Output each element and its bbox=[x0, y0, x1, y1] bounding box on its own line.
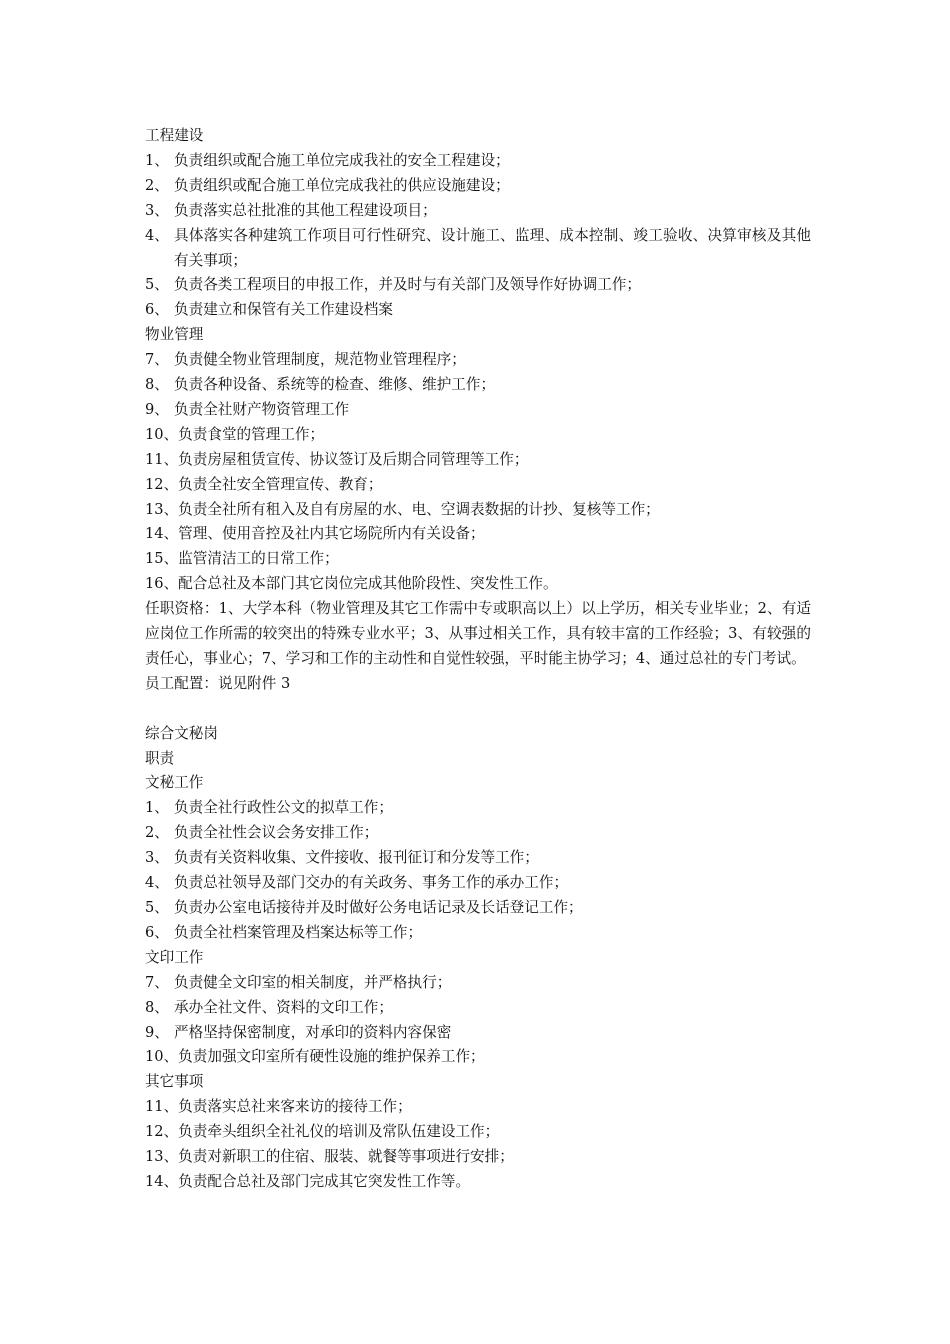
duties-heading: 职责 bbox=[145, 749, 175, 767]
list-item bbox=[145, 348, 811, 373]
list-item bbox=[145, 398, 811, 423]
section-heading-other: 其它事项 bbox=[145, 1073, 204, 1091]
item-text: 负责牵头组织全社礼仪的培训及常队伍建设工作； bbox=[178, 1123, 500, 1141]
item-text: 严格坚持保密制度，对承印的资料内容保密 bbox=[174, 1023, 452, 1041]
item-number: 8、 bbox=[145, 998, 169, 1016]
blank-line bbox=[145, 697, 811, 722]
qualifications-paragraph: 任职资格：1、大学本科（物业管理及其它工作需中专或职高以上）以上学历，相关专业毕业；2、有适应岗位工作所需的较突出的特殊专业水平；3、从事过相关工作，具有较丰富的工作经验；3、有较强的责任心，事业心；7、学习和工作的主动性和自觉性较强，平时能主协学习；4、通过总社的专门考试。 bbox=[145, 600, 811, 667]
list-item bbox=[145, 1095, 811, 1120]
list-item bbox=[145, 1045, 811, 1070]
list-item bbox=[145, 498, 811, 523]
item-text: 负责组织或配合施工单位完成我社的安全工程建设； bbox=[174, 151, 510, 169]
item-text: 负责总社领导及部门交办的有关政务、事务工作的承办工作； bbox=[174, 874, 569, 892]
section-heading-secretarial: 文秘工作 bbox=[145, 774, 204, 792]
list-item bbox=[145, 547, 811, 572]
list-item bbox=[145, 149, 811, 174]
item-number: 4、 bbox=[145, 874, 169, 892]
list-item bbox=[145, 522, 811, 547]
section-heading-engineering: 工程建设 bbox=[145, 127, 204, 144]
list-item bbox=[145, 298, 811, 323]
item-text: 负责配合总社及部门完成其它突发性工作等。 bbox=[178, 1172, 471, 1190]
list-item bbox=[145, 821, 811, 846]
item-number: 11、 bbox=[145, 1098, 179, 1116]
list-item bbox=[145, 921, 811, 946]
list-item bbox=[145, 846, 811, 871]
item-text: 负责各种设备、系统等的检查、维修、维护工作； bbox=[174, 376, 496, 394]
post-title: 综合文秘岗 bbox=[145, 724, 218, 742]
item-number: 7、 bbox=[145, 351, 169, 369]
item-number: 10、 bbox=[145, 1048, 179, 1066]
item-text: 负责全社行政性公文的拟草工作； bbox=[174, 799, 393, 817]
item-number: 9、 bbox=[145, 1023, 169, 1041]
list-item bbox=[145, 871, 811, 896]
item-number: 5、 bbox=[145, 898, 169, 916]
item-number: 12、 bbox=[145, 1123, 179, 1141]
item-number: 12、 bbox=[145, 475, 179, 493]
item-number: 11、 bbox=[145, 450, 179, 468]
item-text: 负责全社性会议会务安排工作； bbox=[174, 824, 379, 842]
document-page bbox=[145, 124, 811, 1195]
list-item bbox=[145, 896, 811, 921]
item-number: 1、 bbox=[145, 151, 169, 169]
list-item bbox=[145, 224, 811, 274]
list-item bbox=[145, 373, 811, 398]
item-text: 负责加强文印室所有硬性设施的维护保养工作； bbox=[178, 1048, 485, 1066]
item-text: 负责房屋租赁宣传、协议签订及后期合同管理等工作； bbox=[178, 450, 529, 468]
item-number: 2、 bbox=[145, 824, 169, 842]
item-text: 负责组织或配合施工单位完成我社的供应设施建设； bbox=[174, 176, 510, 194]
item-number: 9、 bbox=[145, 400, 169, 418]
item-text: 负责办公室电话接待并及时做好公务电话记录及长话登记工作； bbox=[174, 898, 583, 916]
item-text: 负责食堂的管理工作； bbox=[178, 425, 325, 443]
list-item bbox=[145, 1120, 811, 1145]
item-text: 负责健全文印室的相关制度，并严格执行； bbox=[174, 973, 452, 991]
list-item bbox=[145, 423, 811, 448]
list-item bbox=[145, 473, 811, 498]
item-text: 负责全社安全管理宣传、教育； bbox=[178, 475, 383, 493]
item-text: 具体落实各种建筑工作项目可行性研究、设计施工、监理、成本控制、竣工验收、决算审核及其他有关事项； bbox=[174, 226, 811, 269]
item-text: 管理、使用音控及社内其它场院所内有关设备； bbox=[178, 525, 485, 543]
item-text: 负责落实总社批准的其他工程建设项目； bbox=[174, 201, 437, 219]
item-number: 15、 bbox=[145, 550, 179, 568]
item-number: 13、 bbox=[145, 500, 179, 518]
item-text: 负责落实总社来客来访的接待工作； bbox=[178, 1098, 412, 1116]
item-text: 负责各类工程项目的申报工作，并及时与有关部门及领导作好协调工作； bbox=[174, 276, 642, 294]
list-item bbox=[145, 971, 811, 996]
item-number: 10、 bbox=[145, 425, 179, 443]
item-number: 4、 bbox=[145, 226, 169, 244]
list-item bbox=[145, 572, 811, 597]
item-text: 监管清洁工的日常工作； bbox=[178, 550, 339, 568]
item-text: 承办全社文件、资料的文印工作； bbox=[174, 998, 393, 1016]
list-item bbox=[145, 174, 811, 199]
section-heading-printing: 文印工作 bbox=[145, 948, 204, 966]
item-number: 13、 bbox=[145, 1148, 179, 1166]
section-heading-property: 物业管理 bbox=[145, 326, 204, 344]
item-number: 3、 bbox=[145, 201, 169, 219]
list-item bbox=[145, 1170, 811, 1195]
staffing-line: 员工配置：说见附件 3 bbox=[145, 674, 291, 692]
list-item bbox=[145, 1021, 811, 1046]
item-text: 负责对新职工的住宿、服装、就餐等事项进行安排； bbox=[178, 1148, 514, 1166]
item-number: 14、 bbox=[145, 525, 179, 543]
item-number: 16、 bbox=[145, 575, 179, 593]
item-text: 负责全社所有租入及自有房屋的水、电、空调表数据的计抄、复核等工作； bbox=[178, 500, 660, 518]
item-text: 负责健全物业管理制度，规范物业管理程序； bbox=[174, 351, 466, 369]
item-text: 负责全社财产物资管理工作 bbox=[174, 400, 350, 418]
item-text: 负责全社档案管理及档案达标等工作； bbox=[174, 923, 423, 941]
list-item bbox=[145, 273, 811, 298]
item-number: 8、 bbox=[145, 376, 169, 394]
item-number: 6、 bbox=[145, 923, 169, 941]
item-number: 6、 bbox=[145, 301, 169, 319]
item-number: 2、 bbox=[145, 176, 169, 194]
list-item bbox=[145, 199, 811, 224]
item-text: 负责有关资料收集、文件接收、报刊征订和分发等工作； bbox=[174, 849, 539, 867]
item-number: 3、 bbox=[145, 849, 169, 867]
list-item bbox=[145, 996, 811, 1021]
list-item bbox=[145, 1145, 811, 1170]
item-number: 7、 bbox=[145, 973, 169, 991]
item-text: 配合总社及本部门其它岗位完成其他阶段性、突发性工作。 bbox=[178, 575, 558, 593]
item-number: 14、 bbox=[145, 1172, 179, 1190]
item-number: 5、 bbox=[145, 276, 169, 294]
list-item bbox=[145, 448, 811, 473]
item-text: 负责建立和保管有关工作建设档案 bbox=[174, 301, 393, 319]
item-number: 1、 bbox=[145, 799, 169, 817]
list-item bbox=[145, 796, 811, 821]
